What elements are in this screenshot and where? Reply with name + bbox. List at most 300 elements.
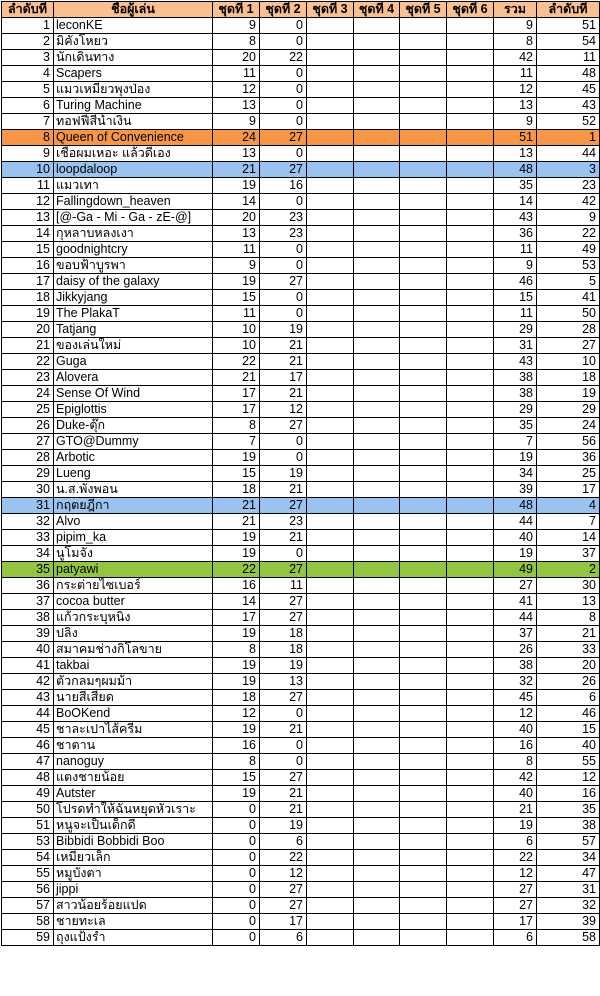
cell-set-5 [400,722,447,738]
cell-player: นูโมจัง [54,546,213,562]
cell-set-6 [447,930,494,946]
cell-set-6 [447,834,494,850]
table-row [2,898,600,914]
cell-set-4 [354,82,400,98]
table-row [2,610,600,626]
cell-set-1: 14 [213,594,260,610]
cell-total: 9 [494,258,537,274]
cell-set-1: 8 [213,34,260,50]
table-row [2,434,600,450]
cell-rank: 39 [2,626,54,642]
cell-rank: 13 [2,210,54,226]
cell-total: 35 [494,418,537,434]
cell-player: ชายทะเล [54,914,213,930]
cell-set-4 [354,322,400,338]
cell-rank: 7 [2,114,54,130]
header-set-3: ชุดที่ 3 [307,2,354,18]
cell-set-1: 17 [213,386,260,402]
cell-place: 22 [537,226,600,242]
cell-set-1: 0 [213,898,260,914]
cell-player: pipim_ka [54,530,213,546]
cell-set-6 [447,146,494,162]
cell-set-6 [447,770,494,786]
cell-set-4 [354,178,400,194]
table-row [2,82,600,98]
cell-set-1: 16 [213,738,260,754]
table-row [2,178,600,194]
cell-place: 15 [537,722,600,738]
cell-set-5 [400,482,447,498]
cell-rank: 16 [2,258,54,274]
cell-place: 20 [537,658,600,674]
cell-total: 35 [494,178,537,194]
cell-set-5 [400,834,447,850]
cell-set-2: 27 [260,418,307,434]
cell-set-4 [354,66,400,82]
cell-rank: 3 [2,50,54,66]
cell-set-3 [307,322,354,338]
cell-set-5 [400,386,447,402]
cell-set-1: 8 [213,754,260,770]
cell-set-3 [307,786,354,802]
cell-set-5 [400,626,447,642]
cell-set-4 [354,338,400,354]
table-row [2,322,600,338]
table-row [2,562,600,578]
cell-rank: 47 [2,754,54,770]
cell-set-1: 17 [213,610,260,626]
cell-set-3 [307,530,354,546]
cell-set-3 [307,402,354,418]
cell-set-3 [307,802,354,818]
cell-player: [@-Ga - Mi - Ga - zE-@] [54,210,213,226]
cell-set-1: 0 [213,818,260,834]
cell-set-2: 18 [260,626,307,642]
cell-set-6 [447,914,494,930]
cell-player: Turing Machine [54,98,213,114]
cell-set-4 [354,418,400,434]
cell-player: Tatjang [54,322,213,338]
cell-set-1: 11 [213,306,260,322]
cell-set-1: 10 [213,338,260,354]
cell-player: BoOKend [54,706,213,722]
cell-set-2: 22 [260,50,307,66]
cell-set-2: 27 [260,882,307,898]
cell-place: 21 [537,626,600,642]
cell-set-3 [307,306,354,322]
cell-set-1: 13 [213,146,260,162]
cell-set-2: 23 [260,514,307,530]
cell-player: กระต่ายไซเบอร์ [54,578,213,594]
cell-set-4 [354,578,400,594]
cell-rank: 8 [2,130,54,146]
cell-player: loopdaloop [54,162,213,178]
cell-set-4 [354,50,400,66]
cell-total: 19 [494,818,537,834]
cell-set-5 [400,50,447,66]
cell-rank: 59 [2,930,54,946]
cell-set-6 [447,34,494,50]
cell-player: nanoguy [54,754,213,770]
cell-set-5 [400,578,447,594]
cell-set-6 [447,786,494,802]
cell-set-4 [354,770,400,786]
cell-rank: 14 [2,226,54,242]
cell-set-2: 13 [260,674,307,690]
cell-place: 26 [537,674,600,690]
cell-total: 34 [494,466,537,482]
cell-set-3 [307,626,354,642]
cell-set-1: 18 [213,482,260,498]
cell-set-2: 0 [260,754,307,770]
cell-set-2: 0 [260,98,307,114]
cell-set-1: 16 [213,578,260,594]
cell-player: ขอบฟ้าบูรพา [54,258,213,274]
table-row [2,530,600,546]
cell-set-2: 0 [260,434,307,450]
cell-set-6 [447,690,494,706]
table-row [2,930,600,946]
cell-total: 11 [494,242,537,258]
table-row [2,578,600,594]
cell-set-3 [307,258,354,274]
table-row [2,866,600,882]
cell-set-6 [447,194,494,210]
cell-rank: 34 [2,546,54,562]
cell-set-3 [307,178,354,194]
cell-place: 23 [537,178,600,194]
cell-set-1: 19 [213,274,260,290]
cell-set-4 [354,18,400,34]
cell-set-1: 19 [213,546,260,562]
cell-set-2: 0 [260,146,307,162]
cell-player: Duke-ตุ๊ก [54,418,213,434]
cell-set-3 [307,162,354,178]
cell-place: 58 [537,930,600,946]
table-row [2,114,600,130]
cell-set-6 [447,866,494,882]
cell-set-5 [400,18,447,34]
cell-player: Sense Of Wind [54,386,213,402]
cell-total: 38 [494,370,537,386]
cell-rank: 31 [2,498,54,514]
cell-set-4 [354,626,400,642]
cell-set-6 [447,434,494,450]
cell-set-5 [400,850,447,866]
cell-set-3 [307,338,354,354]
cell-set-4 [354,722,400,738]
table-row [2,626,600,642]
cell-total: 36 [494,226,537,242]
cell-player: เหมียวเล็ก [54,850,213,866]
cell-set-1: 13 [213,226,260,242]
header-total: รวม [494,2,537,18]
cell-place: 1 [537,130,600,146]
cell-player: ชาละเปาไส้ครีม [54,722,213,738]
cell-set-5 [400,642,447,658]
cell-place: 42 [537,194,600,210]
cell-total: 19 [494,450,537,466]
cell-player: โปรดทำให้ฉันหยุดหัวเราะ [54,802,213,818]
cell-rank: 36 [2,578,54,594]
cell-set-2: 21 [260,802,307,818]
cell-total: 21 [494,802,537,818]
cell-player: ทอฟฟี่สีน้ำเงิน [54,114,213,130]
cell-player: หมูบังตา [54,866,213,882]
cell-set-2: 0 [260,34,307,50]
cell-set-6 [447,274,494,290]
cell-total: 13 [494,146,537,162]
cell-set-1: 9 [213,258,260,274]
table-row [2,850,600,866]
cell-place: 29 [537,402,600,418]
cell-set-6 [447,882,494,898]
cell-rank: 2 [2,34,54,50]
cell-set-2: 19 [260,818,307,834]
cell-set-1: 17 [213,402,260,418]
cell-set-4 [354,98,400,114]
cell-place: 17 [537,482,600,498]
cell-place: 38 [537,818,600,834]
cell-place: 24 [537,418,600,434]
cell-set-3 [307,386,354,402]
cell-place: 47 [537,866,600,882]
header-set-2: ชุดที่ 2 [260,2,307,18]
cell-set-1: 15 [213,770,260,786]
table-row [2,482,600,498]
table-row [2,386,600,402]
cell-place: 37 [537,546,600,562]
cell-player: Queen of Convenience [54,130,213,146]
cell-set-1: 0 [213,834,260,850]
cell-total: 16 [494,738,537,754]
cell-set-4 [354,274,400,290]
cell-set-5 [400,690,447,706]
cell-set-2: 12 [260,866,307,882]
cell-set-3 [307,930,354,946]
cell-set-5 [400,530,447,546]
cell-set-5 [400,114,447,130]
cell-set-5 [400,594,447,610]
cell-total: 27 [494,898,537,914]
cell-total: 17 [494,914,537,930]
cell-player: leconKE [54,18,213,34]
header-row [2,2,600,18]
cell-place: 25 [537,466,600,482]
cell-set-3 [307,274,354,290]
cell-place: 39 [537,914,600,930]
cell-set-3 [307,658,354,674]
cell-set-6 [447,354,494,370]
table-row [2,98,600,114]
cell-set-5 [400,786,447,802]
cell-place: 8 [537,610,600,626]
table-row [2,402,600,418]
cell-rank: 38 [2,610,54,626]
cell-set-1: 13 [213,98,260,114]
table-row [2,914,600,930]
cell-player: แก้วกระบุหนิง [54,610,213,626]
cell-set-2: 27 [260,562,307,578]
cell-set-5 [400,242,447,258]
cell-player: Bibbidi Bobbidi Boo [54,834,213,850]
cell-rank: 58 [2,914,54,930]
cell-set-2: 0 [260,82,307,98]
cell-set-5 [400,98,447,114]
cell-total: 9 [494,18,537,34]
cell-set-4 [354,498,400,514]
cell-set-2: 19 [260,322,307,338]
cell-set-5 [400,674,447,690]
cell-set-5 [400,178,447,194]
table-row [2,882,600,898]
cell-set-1: 21 [213,498,260,514]
table-row [2,370,600,386]
table-row [2,514,600,530]
cell-rank: 18 [2,290,54,306]
cell-total: 8 [494,754,537,770]
cell-place: 16 [537,786,600,802]
cell-place: 13 [537,594,600,610]
cell-set-2: 17 [260,914,307,930]
cell-rank: 46 [2,738,54,754]
cell-rank: 56 [2,882,54,898]
cell-set-5 [400,898,447,914]
cell-set-6 [447,306,494,322]
table-row [2,130,600,146]
cell-set-6 [447,898,494,914]
cell-set-1: 9 [213,18,260,34]
cell-set-3 [307,674,354,690]
cell-set-5 [400,130,447,146]
cell-rank: 21 [2,338,54,354]
cell-player: เชื่อผมเหอะ แล้วดีเอง [54,146,213,162]
cell-set-4 [354,674,400,690]
cell-set-4 [354,930,400,946]
cell-set-1: 19 [213,450,260,466]
cell-total: 51 [494,130,537,146]
cell-rank: 4 [2,66,54,82]
cell-set-4 [354,754,400,770]
cell-player: Autster [54,786,213,802]
table-row [2,466,600,482]
cell-set-3 [307,914,354,930]
cell-set-5 [400,770,447,786]
cell-player: ตัวกลมๆผมม้า [54,674,213,690]
cell-set-1: 10 [213,322,260,338]
cell-set-6 [447,594,494,610]
table-row [2,722,600,738]
cell-total: 12 [494,866,537,882]
cell-set-5 [400,466,447,482]
cell-set-5 [400,914,447,930]
cell-place: 40 [537,738,600,754]
cell-set-1: 21 [213,514,260,530]
cell-set-6 [447,18,494,34]
cell-player: สมาคมช่างกิโลขาย [54,642,213,658]
cell-set-2: 0 [260,546,307,562]
cell-place: 43 [537,98,600,114]
cell-set-3 [307,482,354,498]
cell-set-2: 21 [260,786,307,802]
table-row [2,834,600,850]
cell-set-3 [307,82,354,98]
cell-set-5 [400,754,447,770]
cell-rank: 29 [2,466,54,482]
cell-total: 12 [494,706,537,722]
table-row [2,50,600,66]
cell-set-6 [447,130,494,146]
cell-rank: 37 [2,594,54,610]
cell-set-1: 14 [213,194,260,210]
cell-rank: 11 [2,178,54,194]
cell-set-4 [354,306,400,322]
cell-set-2: 19 [260,658,307,674]
cell-place: 36 [537,450,600,466]
cell-set-5 [400,418,447,434]
cell-player: นายสีเสียด [54,690,213,706]
cell-set-6 [447,290,494,306]
table-row [2,674,600,690]
cell-set-5 [400,34,447,50]
table-row [2,66,600,82]
cell-set-3 [307,850,354,866]
cell-set-2: 19 [260,466,307,482]
cell-set-4 [354,226,400,242]
cell-set-3 [307,354,354,370]
header-player: ชื่อผู้เล่น [54,2,213,18]
cell-set-3 [307,18,354,34]
cell-place: 31 [537,882,600,898]
cell-player: takbai [54,658,213,674]
cell-set-2: 22 [260,850,307,866]
cell-set-3 [307,770,354,786]
cell-total: 44 [494,514,537,530]
cell-set-6 [447,658,494,674]
cell-set-3 [307,194,354,210]
cell-set-3 [307,242,354,258]
cell-place: 44 [537,146,600,162]
cell-set-1: 19 [213,658,260,674]
cell-set-4 [354,914,400,930]
cell-set-6 [447,578,494,594]
cell-set-4 [354,162,400,178]
cell-set-2: 0 [260,18,307,34]
cell-set-2: 27 [260,610,307,626]
cell-set-6 [447,242,494,258]
cell-set-2: 27 [260,690,307,706]
cell-set-1: 21 [213,370,260,386]
table-row [2,546,600,562]
cell-player: Scapers [54,66,213,82]
cell-set-3 [307,210,354,226]
cell-set-4 [354,194,400,210]
cell-rank: 9 [2,146,54,162]
cell-set-6 [447,322,494,338]
cell-set-4 [354,594,400,610]
cell-set-4 [354,466,400,482]
table-row [2,418,600,434]
cell-set-3 [307,898,354,914]
cell-set-6 [447,402,494,418]
cell-set-4 [354,610,400,626]
cell-player: กุหลาบหลงเงา [54,226,213,242]
cell-set-2: 23 [260,210,307,226]
cell-rank: 55 [2,866,54,882]
cell-set-3 [307,578,354,594]
cell-set-2: 0 [260,258,307,274]
cell-player: GTO@Dummy [54,434,213,450]
